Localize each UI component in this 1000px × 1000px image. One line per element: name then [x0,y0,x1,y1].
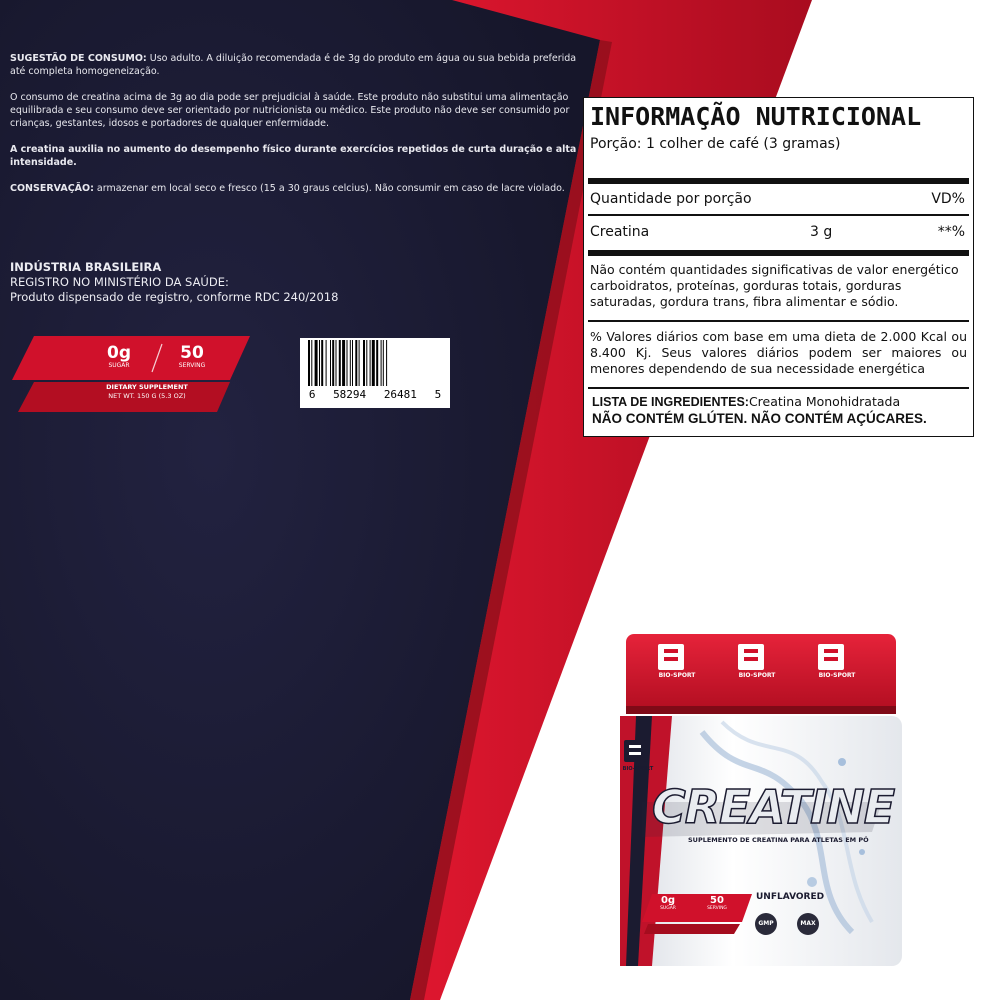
nutrient-note: Não contém quantidades significativas de valor energético carboidratos, proteínas, gorduras totais, gorduras saturadas, gordura trans, fibra alimentar e sódio. [590,262,959,309]
item-name: Creatina [590,224,650,240]
storage-label: CONSERVAÇÃO: [10,183,94,194]
gmp-seal: GMP [758,920,774,927]
lid-brand-2: BIO-SPORT [738,672,776,679]
barcode-bar [383,340,384,386]
barcode-digit-3: 26481 [383,388,417,401]
barcode-digits [300,388,450,401]
usage-label: SUGESTÃO DE CONSUMO: [10,53,147,64]
barcode-bar [311,340,312,386]
usage-paragraph-3 [10,143,580,169]
jar-serving-value: 50 [710,895,724,906]
qty-header: Quantidade por porção [590,191,752,207]
product-name: CREATINE [652,780,895,834]
sugar-label: SUGAR [108,362,130,369]
usage-instructions [10,52,580,208]
jar-serving-label: SERVING [707,906,727,911]
barcode-bar [381,340,382,386]
barcode-digit-4: 5 [434,388,442,401]
thick-divider [588,250,969,256]
jar-sugar-value: 0g [660,895,676,906]
sugar-value: 0g [107,343,131,363]
barcode-bar [350,340,351,386]
header-row [590,191,965,207]
creatine-row [590,224,965,240]
barcode-bar [376,340,378,386]
nutrition-title: INFORMAÇÃO NUTRICIONAL [590,102,922,131]
barcode-digit-1: 6 [308,388,316,401]
usage-paragraph-2: O consumo de creatina acima de 3g ao dia pode ser prejudicial à saúde. Este produto não substitui uma alimentação equilibrada e seu consumo deve ser orientado por nutricionista ou médico. Este produto não deve ser consumido por crianças, gestantes, idosos e portadores de qualquer enfermidade. [10,92,570,129]
ingredients-label: LISTA DE INGREDIENTES: [592,395,749,409]
lid-brand-3: BIO-SPORT [818,672,856,679]
barcode-bar [359,340,360,386]
badge-sugar [94,344,144,370]
badge-serving [167,344,217,370]
barcode-bar [330,340,331,386]
gluten-sugar-warning: NÃO CONTÉM GLÚTEN. NÃO CONTÉM AÇÚCARES. [592,411,927,426]
barcode-bar [352,340,353,386]
barcode-bar [308,340,310,386]
lid-brand-1: BIO-SPORT [658,672,696,679]
industry-info [10,260,490,305]
item-amount: 3 g [810,224,833,240]
portion-text: Porção: 1 colher de café (3 gramas) [590,136,841,152]
thin-divider [588,214,969,216]
barcode-bar [342,340,345,386]
thin-divider [588,387,969,389]
creatine-benefit-text: A creatina auxilia no aumento do desempenho físico durante exercícios repetidos de curta duração e alta intensidade. [10,144,577,168]
serving-label: SERVING [178,362,206,369]
barcode-bar [332,340,334,386]
net-weight: NET WT. 150 G (5.3 OZ) [108,392,186,400]
product-jar [612,632,912,972]
barcode-bar [355,340,357,386]
storage-text: armazenar em local seco e fresco (15 a 30 graus celcius). Não consumir em caso de lacre violado. [93,183,565,194]
max-seal: MAX [800,920,816,927]
barcode-bar [326,340,327,386]
registry-label: REGISTRO NO MINISTÉRIO DA SAÚDE: [10,275,229,289]
ingredients-text: Creatina Monohidratada [748,394,901,409]
industry-origin: INDÚSTRIA BRASILEIRA [10,260,162,274]
barcode-bar [363,340,365,386]
barcode-bar [339,340,341,386]
barcode-bar [372,340,375,386]
ingredients-line [592,394,967,410]
barcode-bar [366,340,367,386]
barcode [300,338,450,408]
barcode-bar [336,340,337,386]
usage-text: Uso adulto. A diluição recomendada é de 3g do produto em água ou sua bebida preferida até completa homogeneização. [10,53,577,77]
barcode-bar [315,340,318,386]
serving-value: 50 [180,343,204,363]
barcode-bar [386,340,387,386]
barcode-bar [347,340,348,386]
barcode-bars [300,338,450,388]
barcode-digit-2: 58294 [333,388,367,401]
thin-divider [588,320,969,322]
jar-sugar [656,895,680,912]
nutrition-facts-panel [583,97,974,437]
barcode-bar [321,340,323,386]
thick-divider [588,178,969,184]
supplement-label: DIETARY SUPPLEMENT [106,383,188,391]
jar-sugar-label: SUGAR [660,906,676,911]
product-subtitle: SUPLEMENTO DE CREATINA PARA ATLETAS EM PÓ [688,836,869,844]
jar-brand: BIO-SPORT [622,766,654,772]
usage-paragraph-1 [10,52,580,78]
jar-serving [704,895,730,912]
product-flavor: UNFLAVORED [756,892,825,902]
barcode-bar [370,340,371,386]
item-vd: **% [937,224,965,240]
sugar-serving-badge [12,336,252,416]
vd-header: VD% [931,191,965,207]
barcode-bar [319,340,320,386]
usage-paragraph-4 [10,182,580,195]
daily-value-note: % Valores diários com base em uma dieta de 2.000 Kcal ou 8.400 Kj. Seus valores diários podem ser maiores ou menores dependendo de sua necessidade energética [590,329,967,376]
registry-text: Produto dispensado de registro, conforme RDC 240/2018 [10,290,339,304]
